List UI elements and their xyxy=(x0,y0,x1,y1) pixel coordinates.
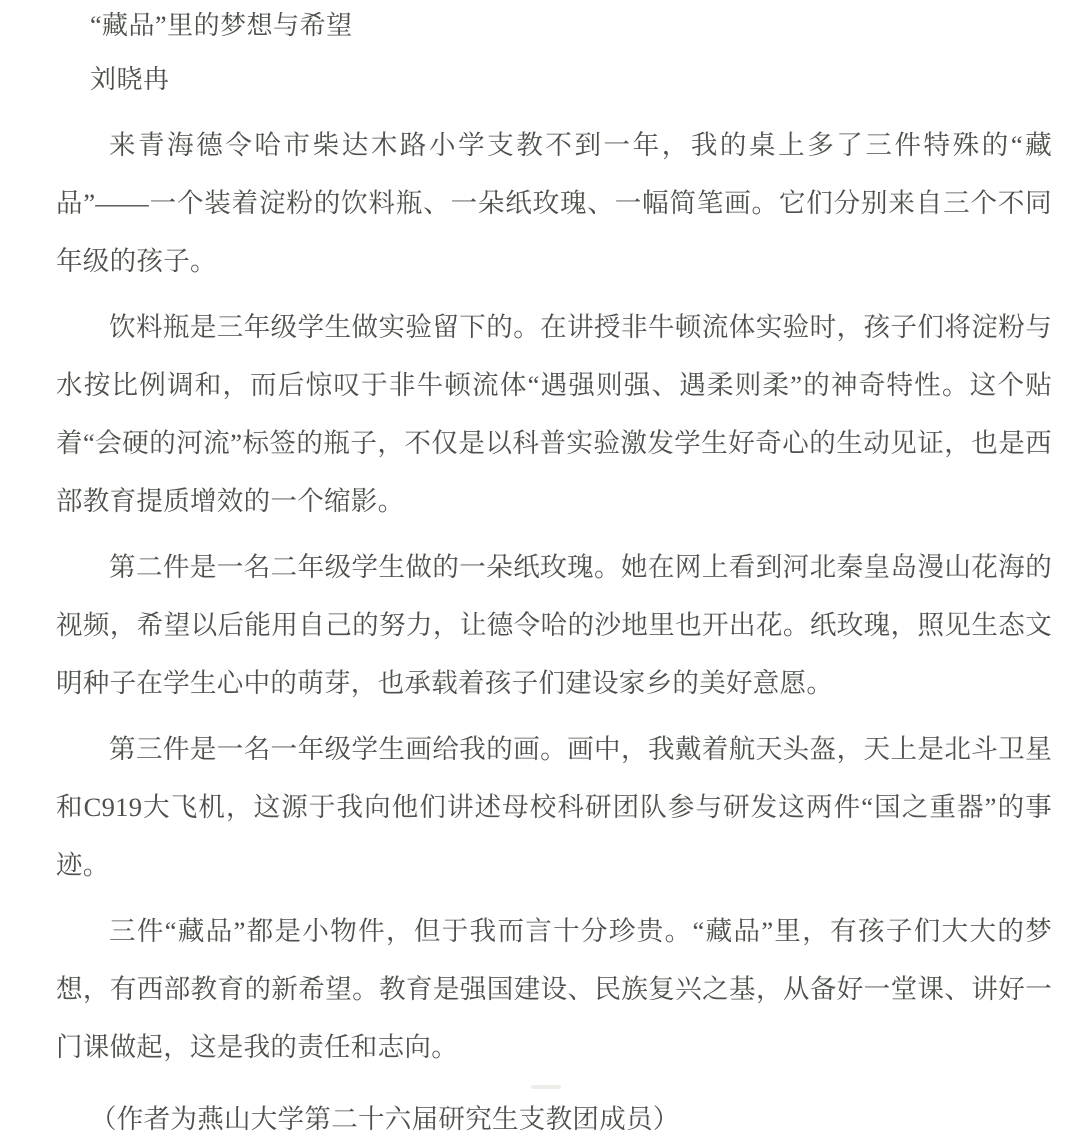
body-paragraph: 饮料瓶是三年级学生做实验留下的。在讲授非牛顿流体实验时，孩子们将淀粉与水按比例调和，而后惊叹于非牛顿流体“遇强则强、遇柔则柔”的神奇特性。这个贴着“会硬的河流”标签的瓶子，不仅是以科普实验激发学生好奇心的生动见证，也是西部教育提质增效的一个缩影。 xyxy=(56,312,1052,516)
body-paragraph: 来青海德令哈市柴达木路小学支教不到一年，我的桌上多了三件特殊的“藏品”——一个装着淀粉的饮料瓶、一朵纸玫瑰、一幅简笔画。它们分别来自三个不同年级的孩子。 xyxy=(56,130,1052,276)
author-note: （作者为燕山大学第二十六届研究生支教团成员） xyxy=(90,1104,680,1134)
body-paragraph: 第三件是一名一年级学生画给我的画。画中，我戴着航天头盔，天上是北斗卫星和C919大飞机，这源于我向他们讲述母校科研团队参与研发这两件“国之重器”的事迹。 xyxy=(56,734,1052,880)
author-byline: 刘晓冉 xyxy=(90,65,170,94)
body-paragraph: 第二件是一名二年级学生做的一朵纸玫瑰。她在网上看到河北秦皇岛漫山花海的视频，希望以后能用自己的努力，让德令哈的沙地里也开出花。纸玫瑰，照见生态文明种子在学生心中的萌芽，也承载着孩子们建设家乡的美好意愿。 xyxy=(56,552,1052,698)
page-title: “藏品”里的梦想与希望 xyxy=(90,11,353,40)
page-bottom-marker xyxy=(531,1085,561,1089)
body-paragraph: 三件“藏品”都是小物件，但于我而言十分珍贵。“藏品”里，有孩子们大大的梦想，有西部教育的新希望。教育是强国建设、民族复兴之基，从备好一堂课、讲好一门课做起，这是我的责任和志向。 xyxy=(56,916,1052,1062)
